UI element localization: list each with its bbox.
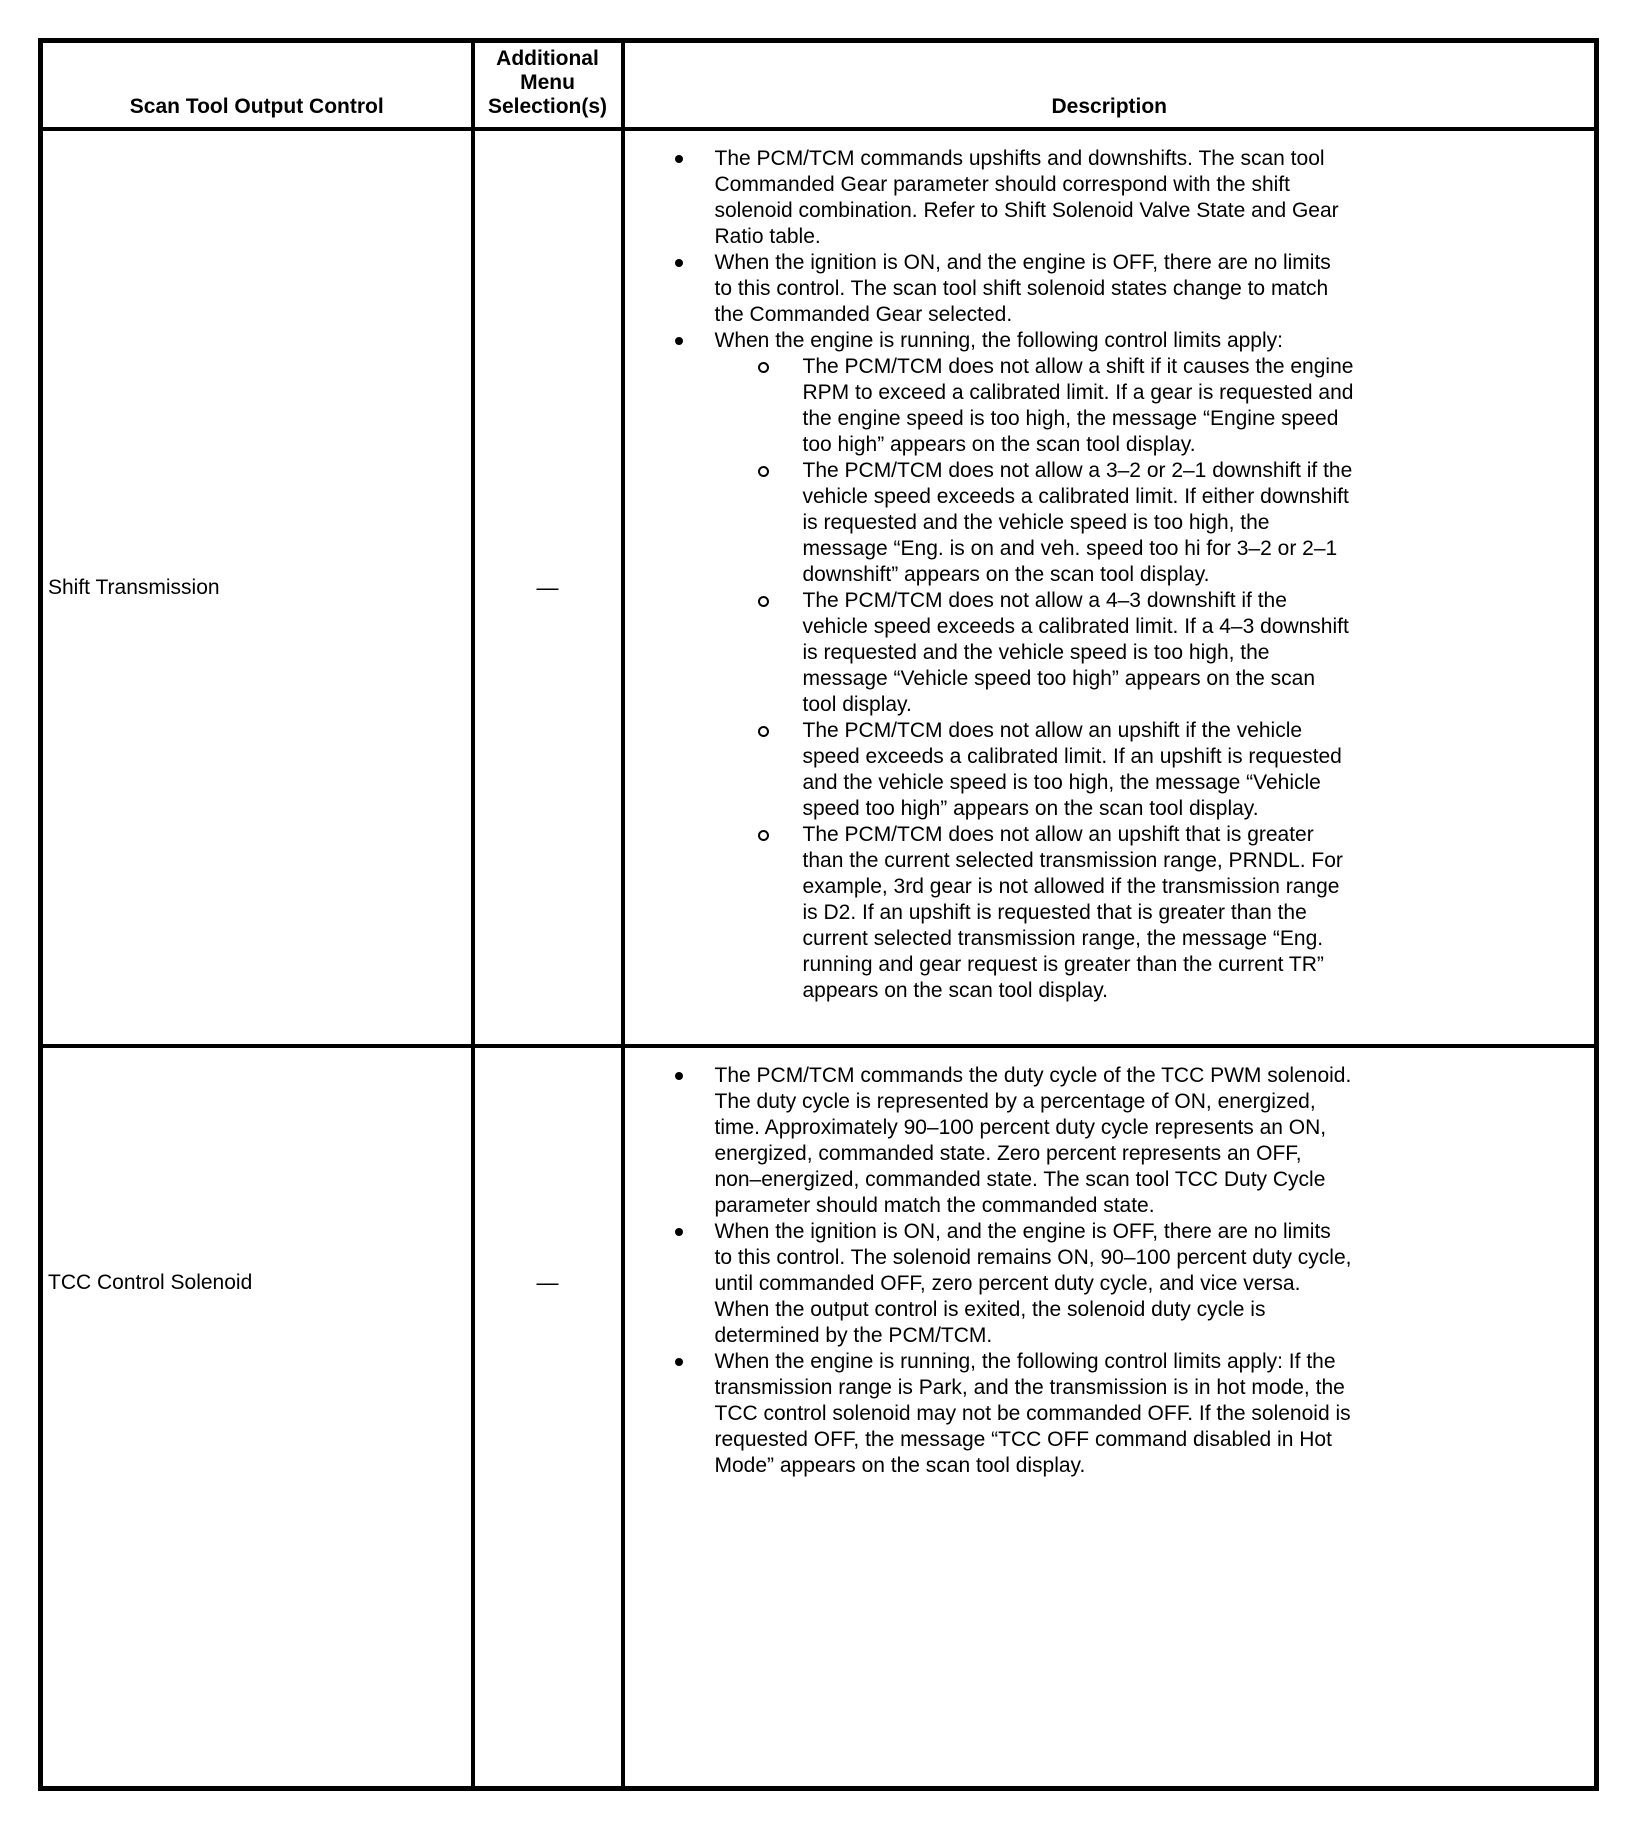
sub-bullet-marker — [758, 458, 803, 477]
scan-tool-output-control-table — [38, 38, 1599, 1791]
disc-bullet-icon — [675, 1358, 683, 1366]
sub-bullet-marker — [758, 588, 803, 607]
menu-selection-value: — — [536, 1269, 559, 1295]
bullet-marker — [675, 1219, 715, 1236]
bullet-marker — [675, 1063, 715, 1080]
sub-bullet-item — [715, 588, 1355, 718]
bullet-item — [625, 1219, 1355, 1349]
sub-bullet-item — [715, 354, 1355, 458]
bullet-text: When the engine is running, the following control limits apply: — [714, 329, 1283, 352]
disc-bullet-icon — [675, 1072, 683, 1080]
bullet-text: The PCM/TCM commands upshifts and downshifts. The scan tool Commanded Gear parameter should correspond with the shift solenoid combination. Refer to Shift Solenoid Valve State and Gear Ratio table. — [714, 147, 1339, 248]
sub-bullet-marker — [758, 822, 803, 841]
bullet-content — [715, 1063, 1355, 1219]
disc-bullet-icon — [675, 155, 683, 163]
sub-bullet-text: The PCM/TCM does not allow a 4–3 downshift if the vehicle speed exceeds a calibrated limit. If a 4–3 downshift is requested and the vehicle speed is too high, the message “Vehicle speed too high” appears on the scan tool display. — [802, 589, 1349, 716]
menu-selection-cell — [473, 1046, 623, 1788]
sub-bullet-marker — [758, 354, 803, 373]
circle-bullet-icon — [758, 596, 769, 607]
bullet-item — [625, 328, 1355, 1004]
bullet-marker — [675, 146, 715, 163]
disc-bullet-icon — [675, 337, 683, 345]
disc-bullet-icon — [675, 1228, 683, 1236]
table-body — [41, 129, 1597, 1788]
bullet-marker — [675, 1349, 715, 1366]
control-name-label: TCC Control Solenoid — [48, 1270, 253, 1294]
bullet-text: The PCM/TCM commands the duty cycle of the TCC PWM solenoid. The duty cycle is represented by a percentage of ON, energized, time. Approximately 90–100 percent duty cycle represents an ON, energized, commanded state. Zero percent represents an OFF, non–energized, commanded state. The scan tool TCC Duty Cycle parameter should match the commanded state. — [714, 1064, 1352, 1217]
sub-bullet-text: The PCM/TCM does not allow an upshift if the vehicle speed exceeds a calibrated limit. If an upshift is requested and the vehicle speed is too high, the message “Vehicle speed too high” appears on the scan tool display. — [802, 719, 1342, 820]
description-cell — [623, 129, 1597, 1046]
bullet-content — [715, 250, 1355, 328]
bullet-text: When the ignition is ON, and the engine is OFF, there are no limits to this control. The solenoid remains ON, 90–100 percent duty cycle, until commanded OFF, zero percent duty cycle, and vice versa. When the output control is exited, the solenoid duty cycle is determined by the PCM/TCM. — [714, 1220, 1352, 1347]
sub-bullet-text: The PCM/TCM does not allow a shift if it causes the engine RPM to exceed a calibrated limit. If a gear is requested and the engine speed is too high, the message “Engine speed too high” appears on the scan tool display. — [802, 355, 1354, 456]
disc-bullet-icon — [675, 259, 683, 267]
bullet-marker — [675, 250, 715, 267]
header-scan-tool-output-control: Scan Tool Output Control — [41, 41, 473, 130]
sub-bullet-marker — [758, 718, 803, 737]
header-additional-menu-selections: Additional Menu Selection(s) — [473, 41, 623, 130]
table-header — [41, 41, 1597, 130]
bullet-content — [715, 328, 1355, 1004]
bullet-content — [715, 146, 1355, 250]
menu-selection-cell — [473, 129, 623, 1046]
sub-bullet-item — [715, 718, 1355, 822]
sub-bullet-text: The PCM/TCM does not allow an upshift that is greater than the current selected transmission range, PRNDL. For example, 3rd gear is not allowed if the transmission range is D2. If an upshift is requested that is greater than the current selected transmission range, the message “Eng. running and gear request is greater than the current TR” appears on the scan tool display. — [802, 823, 1343, 1002]
bullet-item — [625, 146, 1355, 250]
control-name-label: Shift Transmission — [48, 575, 220, 599]
bullet-text: When the engine is running, the following control limits apply: If the transmission range is Park, and the transmission is in hot mode, the TCC control solenoid may not be commanded OFF. If the solenoid is requested OFF, the message “TCC OFF command disabled in Hot Mode” appears on the scan tool display. — [714, 1350, 1351, 1477]
control-cell — [41, 129, 473, 1046]
sub-bullet-item — [715, 458, 1355, 588]
bullet-text: When the ignition is ON, and the engine is OFF, there are no limits to this control. The scan tool shift solenoid states change to match the Commanded Gear selected. — [714, 251, 1331, 326]
control-cell — [41, 1046, 473, 1788]
menu-selection-value: — — [536, 574, 559, 600]
bullet-item — [625, 250, 1355, 328]
sub-bullet-item — [715, 822, 1355, 1004]
table-row — [41, 1046, 1597, 1788]
description-cell — [623, 1046, 1597, 1788]
bullet-marker — [675, 328, 715, 345]
circle-bullet-icon — [758, 362, 769, 373]
bullet-content — [715, 1349, 1355, 1479]
circle-bullet-icon — [758, 726, 769, 737]
circle-bullet-icon — [758, 466, 769, 477]
header-row — [41, 41, 1597, 130]
sub-bullet-text: The PCM/TCM does not allow a 3–2 or 2–1 downshift if the vehicle speed exceeds a calibrated limit. If either downshift is requested and the vehicle speed is too high, the message “Eng. is on and veh. speed too hi for 3–2 or 2–1 downshift” appears on the scan tool display. — [802, 459, 1353, 586]
header-description: Description — [623, 41, 1597, 130]
table-row — [41, 129, 1597, 1046]
bullet-item — [625, 1063, 1355, 1219]
bullet-content — [715, 1219, 1355, 1349]
bullet-item — [625, 1349, 1355, 1479]
circle-bullet-icon — [758, 830, 769, 841]
